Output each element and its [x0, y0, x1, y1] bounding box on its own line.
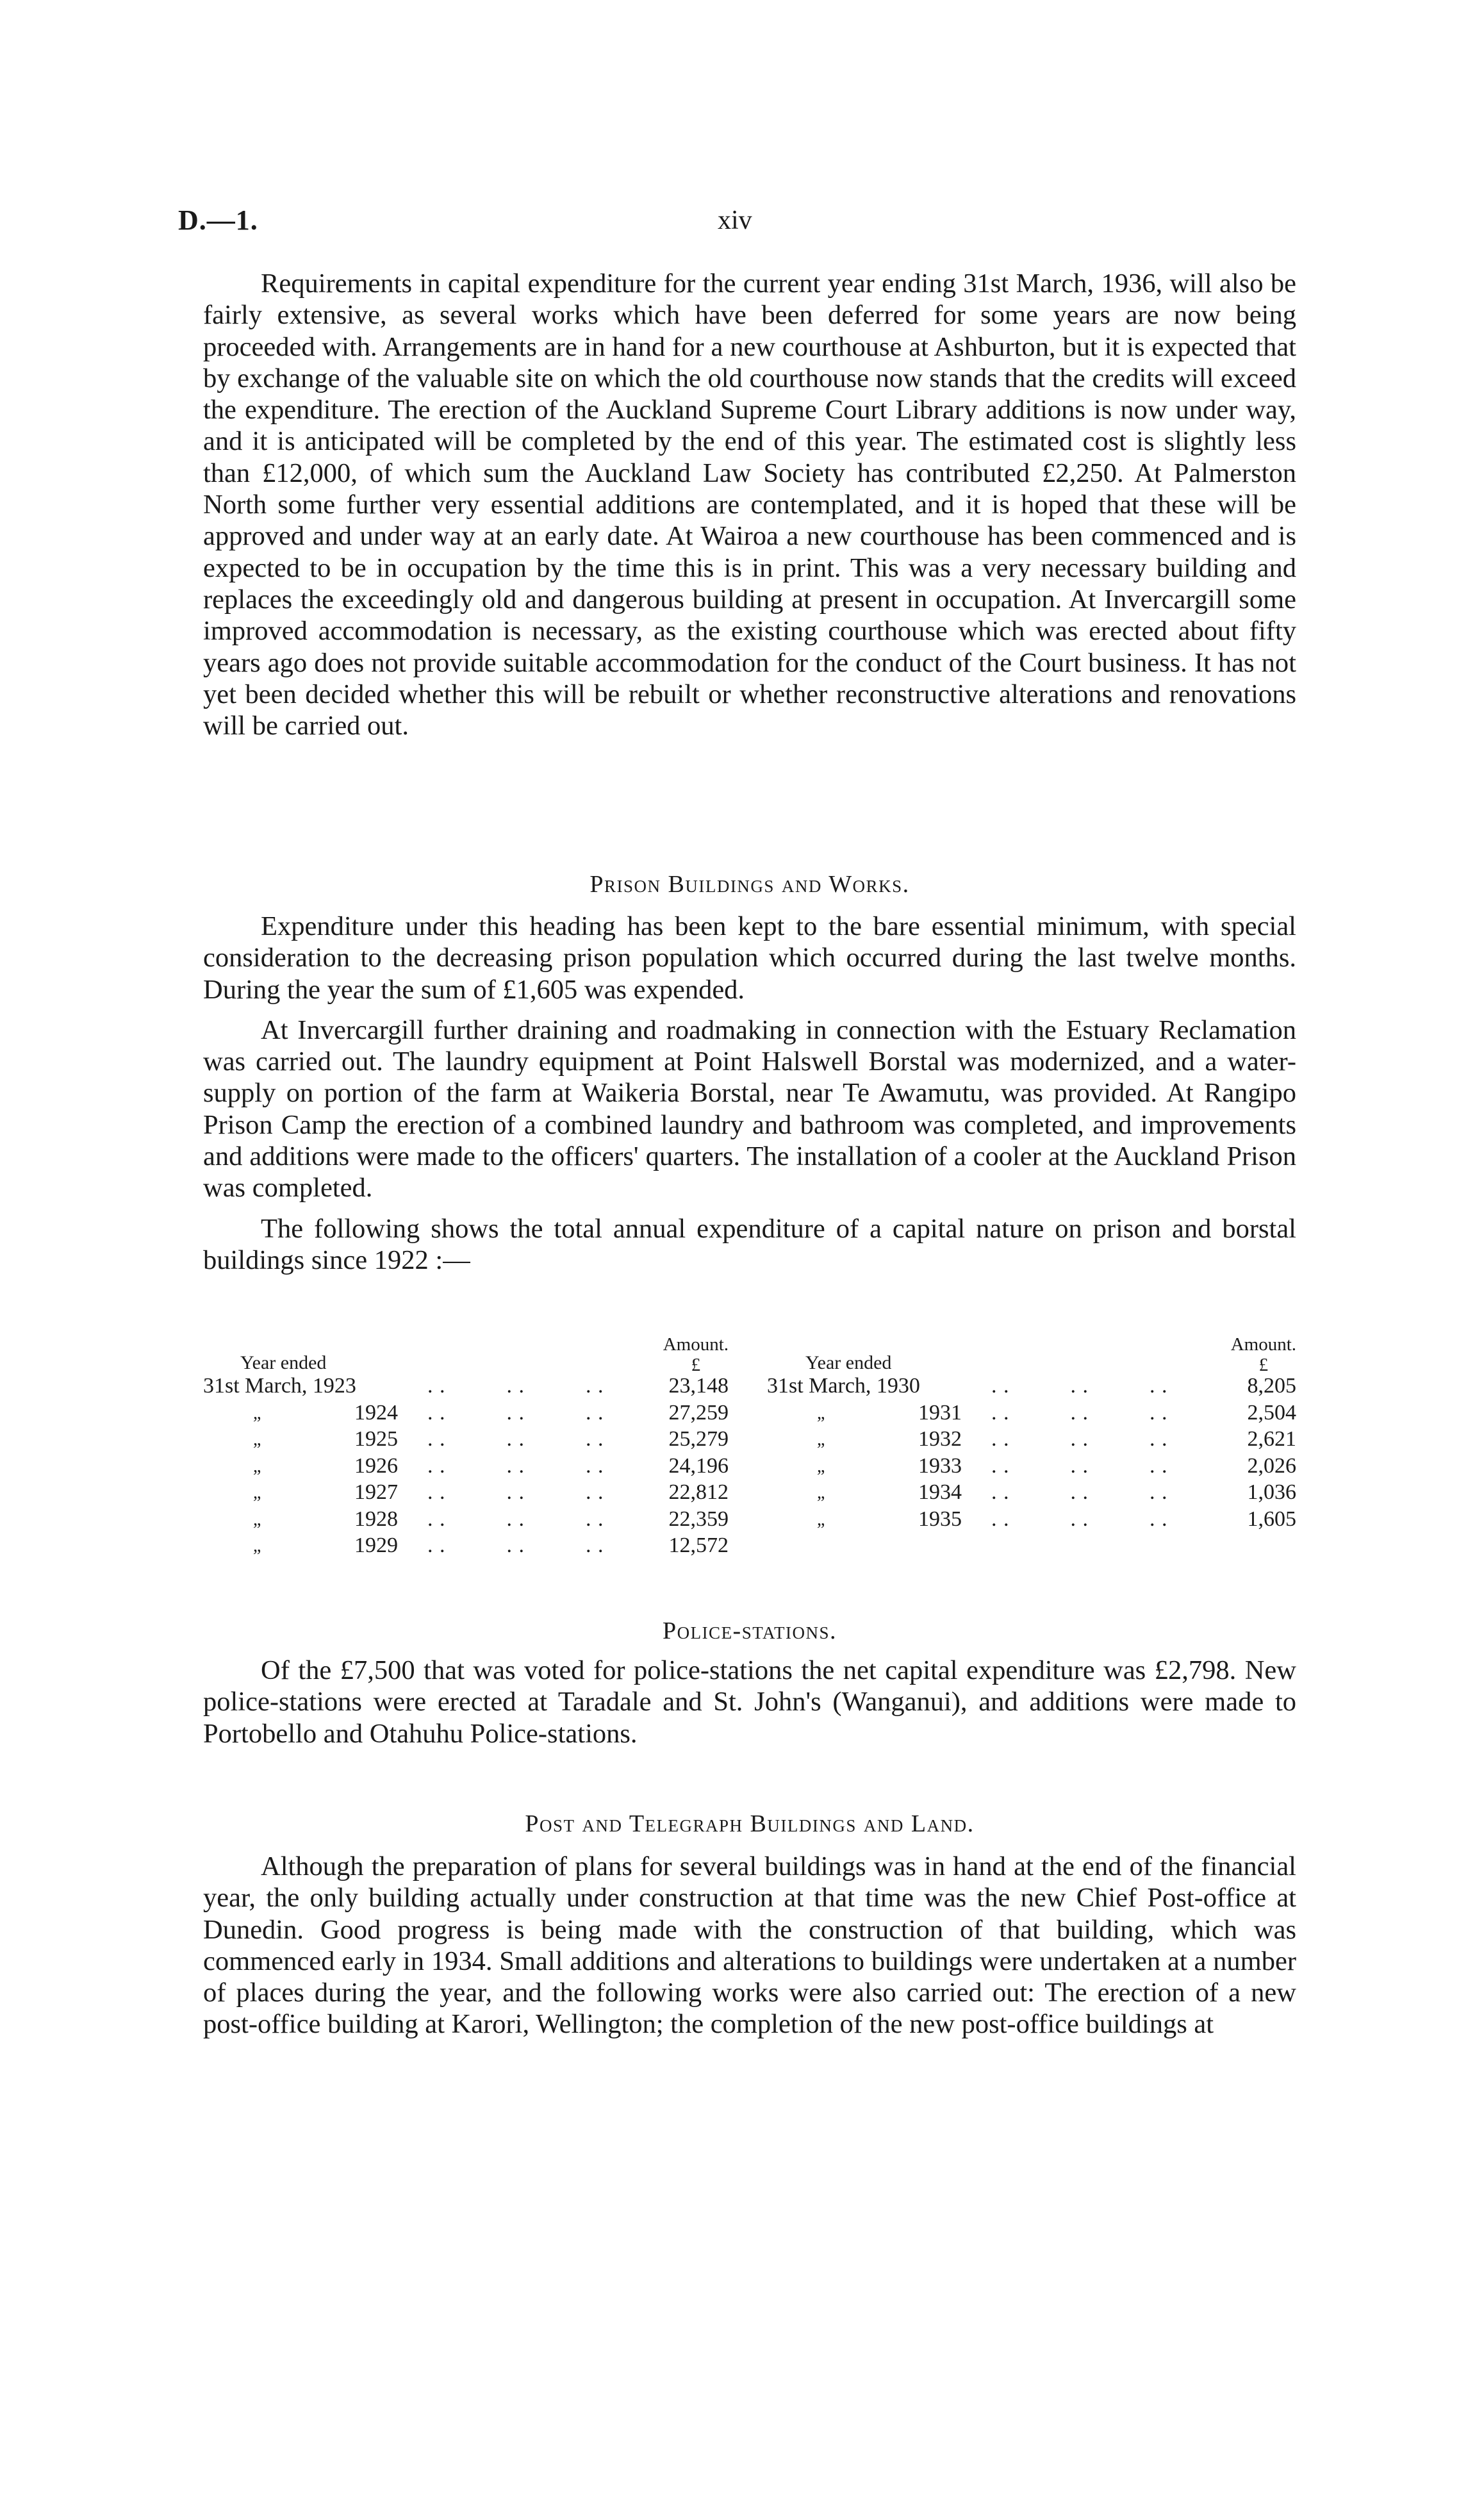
table-row — [767, 1454, 1296, 1481]
year-value: 1924 — [354, 1400, 398, 1425]
amount-cell: 12,572 — [668, 1534, 729, 1557]
leader-dots: . . . . . . — [427, 1374, 604, 1398]
table-left-column — [203, 1328, 729, 1566]
table-row — [203, 1534, 729, 1560]
leader-dots: . . . . . . — [991, 1480, 1168, 1504]
ditto-mark: „ — [817, 1403, 825, 1423]
prison-body — [203, 911, 1296, 1276]
amount-cell: 27,259 — [668, 1400, 729, 1425]
table-row — [203, 1401, 729, 1428]
year-header: Year ended — [240, 1352, 327, 1373]
amount-header-label: Amount. — [1230, 1334, 1296, 1355]
year-value: 1929 — [354, 1534, 398, 1557]
leader-dots: . . . . . . — [427, 1400, 604, 1425]
table-row — [203, 1454, 729, 1481]
year-value: 1925 — [354, 1427, 398, 1451]
table-row — [203, 1507, 729, 1534]
table-row — [767, 1374, 1296, 1401]
post-section — [203, 1810, 1296, 1838]
ditto-mark: „ — [817, 1509, 825, 1530]
ditto-mark: „ — [253, 1536, 261, 1556]
police-paragraph: Of the £7,500 that was voted for police-stations the net capital expenditure was £2,798. New police-stations were erected at Taradale and St. John's (Wanganui), and additions were made to Portobello and Otahuhu Police-stations. — [203, 1655, 1296, 1749]
table-row — [767, 1507, 1296, 1534]
expenditure-table — [203, 1328, 1296, 1566]
leader-dots: . . . . . . — [991, 1400, 1168, 1425]
amount-cell: 1,605 — [1247, 1507, 1296, 1531]
amount-cell: 22,359 — [668, 1507, 729, 1531]
prison-section — [203, 870, 1296, 898]
ditto-mark: „ — [253, 1403, 261, 1423]
amount-cell: 1,036 — [1247, 1480, 1296, 1504]
currency-symbol: £ — [1258, 1355, 1269, 1375]
year-value: 1933 — [918, 1453, 962, 1478]
prison-heading: Prison Buildings and Works. — [589, 871, 910, 898]
amount-header-label: Amount. — [663, 1334, 729, 1355]
leader-dots: . . . . . . — [427, 1507, 604, 1531]
year-value: 1932 — [918, 1427, 962, 1451]
police-body — [203, 1655, 1296, 1749]
amount-cell: 23,148 — [668, 1374, 729, 1398]
year-value: 1935 — [918, 1507, 962, 1531]
year-value: 1926 — [354, 1453, 398, 1478]
amount-cell: 2,026 — [1247, 1453, 1296, 1478]
ditto-mark: „ — [253, 1509, 261, 1530]
table-row — [767, 1480, 1296, 1507]
leader-dots: . . . . . . — [991, 1507, 1168, 1531]
ditto-mark: „ — [817, 1430, 825, 1450]
leader-dots: . . . . . . — [991, 1453, 1168, 1478]
leader-dots: . . . . . . — [427, 1453, 604, 1478]
prison-paragraph-1: Expenditure under this heading has been kept to the bare essential minimum, with special consideration to the decreasing prison population which occurred during the last twelve months. During the year the sum of £1,605 was expended. — [203, 911, 1296, 1005]
year-value: 1934 — [918, 1480, 962, 1504]
leader-dots: . . . . . . — [427, 1427, 604, 1451]
document-code: D.—1. — [178, 204, 258, 236]
table-row — [203, 1427, 729, 1454]
table-row — [203, 1374, 729, 1401]
amount-cell: 2,621 — [1247, 1427, 1296, 1451]
prison-paragraph-3: The following shows the total annual expenditure of a capital nature on prison and borstal buildings since 1922 :— — [203, 1213, 1296, 1275]
year-cell: 31st March, 1930 — [767, 1374, 920, 1398]
leader-dots: . . . . . . — [427, 1480, 604, 1504]
intro-section — [203, 268, 1296, 741]
post-body — [203, 1851, 1296, 2040]
post-paragraph: Although the preparation of plans for several buildings was in hand at the end of the financial year, the only building actually under construction at that time was the new Chief Post-office at Dunedin. Good progress is being made with the construction of that building, which was commenced early in 1934. Small additions and alterations to buildings were undertaken at a number of places during the year, and the following works were also carried out: The erection of a new post-office building at Karori, Wellington; the completion of the new post-office buildings at — [203, 1851, 1296, 2040]
leader-dots: . . . . . . — [991, 1374, 1168, 1398]
year-value: 1931 — [918, 1400, 962, 1425]
leader-dots: . . . . . . — [991, 1427, 1168, 1451]
ditto-mark: „ — [253, 1456, 261, 1476]
table-right-column — [767, 1328, 1296, 1566]
table-row — [203, 1480, 729, 1507]
table-row — [767, 1427, 1296, 1454]
amount-cell: 25,279 — [668, 1427, 729, 1451]
year-cell: 31st March, 1923 — [203, 1374, 356, 1398]
police-section — [203, 1617, 1296, 1645]
amount-header — [663, 1334, 729, 1375]
year-header: Year ended — [805, 1352, 892, 1373]
leader-dots: . . . . . . — [427, 1534, 604, 1557]
intro-paragraph: Requirements in capital expenditure for the current year ending 31st March, 1936, will also be fairly extensive, as several works which have been deferred for some years are now being proceeded with. Arrangements are in hand for a new courthouse at Ashburton, but it is expected that by exchange of the valuable site on which the old courthouse now stands that the credits will exceed the expenditure. The erection of the Auckland Supreme Court Library additions is now under way, and it is anticipated will be completed by the end of this year. The estimated cost is slightly less than £12,000, of which sum the Auckland Law Society has contributed £2,250. At Palmerston North some further very essential additions are contemplated, and it is hoped that these will be approved and under way at an early date. At Wairoa a new courthouse has been commenced and is expected to be in occupation by the time this is in print. This was a very necessary building and replaces the exceedingly old and dangerous building at present in occupation. At Invercargill some improved accommodation is necessary, as the existing courthouse which was erected about fifty years ago does not provide suitable accommodation for the conduct of the Court business. It has not yet been decided whether this will be rebuilt or whether reconstructive alterations and renovations will be carried out. — [203, 269, 1296, 741]
amount-cell: 22,812 — [668, 1480, 729, 1504]
amount-cell: 2,504 — [1247, 1400, 1296, 1425]
ditto-mark: „ — [817, 1456, 825, 1476]
police-heading: Police-stations. — [662, 1617, 837, 1644]
page-number: xiv — [718, 206, 752, 235]
prison-paragraph-2: At Invercargill further draining and roadmaking in connection with the Estuary Reclamation was carried out. The laundry equipment at Point Halswell Borstal was modernized, and a water-supply on portion of the farm at Waikeria Borstal, near Te Awamutu, was provided. At Rangipo Prison Camp the erection of a combined laundry and bathroom was completed, and improvements and additions were made to the officers' quarters. The installation of a cooler at the Auckland Prison was completed. — [203, 1014, 1296, 1203]
currency-symbol: £ — [691, 1355, 701, 1375]
ditto-mark: „ — [253, 1430, 261, 1450]
year-value: 1928 — [354, 1507, 398, 1531]
ditto-mark: „ — [253, 1483, 261, 1503]
year-value: 1927 — [354, 1480, 398, 1504]
amount-header — [1231, 1334, 1296, 1375]
amount-cell: 24,196 — [668, 1453, 729, 1478]
ditto-mark: „ — [817, 1483, 825, 1503]
post-heading: Post and Telegraph Buildings and Land. — [525, 1810, 975, 1837]
table-row — [767, 1401, 1296, 1428]
amount-cell: 8,205 — [1247, 1374, 1296, 1398]
